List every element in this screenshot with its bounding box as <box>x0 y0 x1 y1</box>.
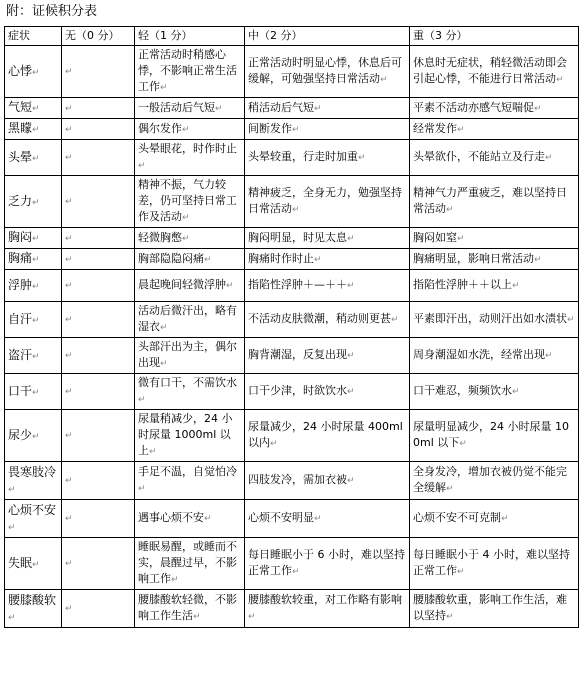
paragraph-mark-icon: ↵ <box>149 447 157 457</box>
paragraph-mark-icon: ↵ <box>32 387 40 398</box>
moderate-cell <box>245 338 410 374</box>
mild-cell-text: 一般活动后气短 <box>138 100 215 114</box>
none-cell <box>62 119 135 140</box>
paragraph-mark-icon: ↵ <box>8 522 16 533</box>
mild-cell-text: 晨起晚间轻微浮肿 <box>138 278 226 291</box>
severe-cell <box>410 228 579 249</box>
table-row <box>5 46 579 98</box>
symptom-cell-text: 心烦不安 <box>8 502 57 517</box>
paragraph-mark-icon: ↵ <box>567 315 575 325</box>
symptom-cell <box>5 119 62 140</box>
page-title: 附：证候积分表 <box>6 4 98 19</box>
moderate-cell <box>245 270 410 302</box>
paragraph-mark-icon: ↵ <box>32 255 40 265</box>
none-cell <box>62 249 135 270</box>
mild-cell <box>135 410 245 462</box>
header-severe: 重（3 分） <box>410 27 579 46</box>
symptom-cell-text: 心悸 <box>8 63 33 78</box>
symptom-cell-text: 畏寒肢冷 <box>8 464 57 479</box>
none-cell <box>62 410 135 462</box>
moderate-cell-text: 指陷性浮肿＋—＋＋ <box>248 278 347 291</box>
severe-cell <box>410 119 579 140</box>
paragraph-mark-icon: ↵ <box>160 323 168 333</box>
mild-cell <box>135 228 245 249</box>
moderate-cell <box>245 500 410 538</box>
paragraph-mark-icon: ↵ <box>457 567 465 577</box>
severe-cell-text: 胸痛明显，影响日常活动 <box>413 251 534 265</box>
mild-cell-text: 轻微胸憋 <box>138 230 182 244</box>
symptom-cell-text: 尿少 <box>8 427 33 442</box>
severe-cell-text: 全身发冷，增加衣被仍觉不能完全缓解 <box>413 465 567 494</box>
header-symptom: 症状 <box>5 27 62 46</box>
symptom-cell <box>5 228 62 249</box>
table-row <box>5 538 579 590</box>
paragraph-mark-icon: ↵ <box>32 234 40 244</box>
symptom-cell-text: 乏力 <box>8 193 33 208</box>
symptom-cell <box>5 98 62 119</box>
severe-cell <box>410 98 579 119</box>
table-row <box>5 590 579 628</box>
header-moderate: 中（2 分） <box>245 27 410 46</box>
paragraph-mark-icon: ↵ <box>65 124 73 135</box>
moderate-cell <box>245 46 410 98</box>
severe-cell-text: 平素即汗出，动则汗出如水渍状 <box>413 312 567 325</box>
severe-cell <box>410 462 579 500</box>
mild-cell <box>135 46 245 98</box>
paragraph-mark-icon: ↵ <box>32 125 40 135</box>
severe-cell-text: 头晕欲仆，不能站立及行走 <box>413 150 545 163</box>
paragraph-mark-icon: ↵ <box>248 612 256 622</box>
mild-cell <box>135 374 245 410</box>
mild-cell-text: 精神不振，气力较差，仍可坚持日常工作及活动 <box>138 178 237 223</box>
paragraph-mark-icon: ↵ <box>182 124 190 135</box>
symptom-cell-text: 胸闷 <box>8 230 33 244</box>
mild-cell-text: 腰膝酸软轻微，不影响工作生活 <box>138 593 237 622</box>
paragraph-mark-icon: ↵ <box>347 387 355 397</box>
moderate-cell <box>245 228 410 249</box>
symptom-cell <box>5 410 62 462</box>
paragraph-mark-icon: ↵ <box>204 514 212 524</box>
moderate-cell-text: 口干少津，时欲饮水 <box>248 384 347 397</box>
severe-cell <box>410 140 579 176</box>
mild-cell <box>135 119 245 140</box>
mild-cell-text: 手足不温，自觉怕冷 <box>138 465 237 478</box>
table-row <box>5 140 579 176</box>
severe-cell <box>410 46 579 98</box>
severe-cell-text: 口干难忍，频频饮水 <box>413 384 512 397</box>
mild-cell <box>135 500 245 538</box>
moderate-cell-text: 心烦不安明显 <box>248 511 314 524</box>
moderate-cell <box>245 140 410 176</box>
none-cell <box>62 374 135 410</box>
moderate-cell <box>245 410 410 462</box>
header-mild: 轻（1 分） <box>135 27 245 46</box>
symptom-cell <box>5 538 62 590</box>
paragraph-mark-icon: ↵ <box>292 567 300 577</box>
moderate-cell <box>245 98 410 119</box>
paragraph-mark-icon: ↵ <box>556 75 564 85</box>
symptom-cell-text: 失眠 <box>8 555 33 570</box>
paragraph-mark-icon: ↵ <box>32 431 40 442</box>
mild-cell <box>135 538 245 590</box>
none-cell <box>62 270 135 302</box>
none-cell <box>62 176 135 228</box>
moderate-cell-text: 不活动皮肤微潮，稍动则更甚 <box>248 312 391 325</box>
paragraph-mark-icon: ↵ <box>32 351 40 362</box>
symptom-cell <box>5 462 62 500</box>
severe-cell-text: 休息时无症状，稍轻微活动即会引起心悸，不能进行日常活动 <box>413 56 567 85</box>
mild-cell <box>135 462 245 500</box>
paragraph-mark-icon: ↵ <box>459 439 467 449</box>
table-row <box>5 410 579 462</box>
paragraph-mark-icon: ↵ <box>457 124 465 135</box>
severe-cell <box>410 410 579 462</box>
symptom-cell-text: 盗汗 <box>8 347 33 362</box>
moderate-cell <box>245 119 410 140</box>
severe-cell <box>410 249 579 270</box>
paragraph-mark-icon: ↵ <box>65 254 73 265</box>
paragraph-mark-icon: ↵ <box>358 153 366 163</box>
severe-cell <box>410 302 579 338</box>
moderate-cell <box>245 538 410 590</box>
paragraph-mark-icon: ↵ <box>534 103 542 114</box>
paragraph-mark-icon: ↵ <box>314 514 322 524</box>
moderate-cell-text: 稍活动后气短 <box>248 100 314 114</box>
symptom-cell <box>5 590 62 628</box>
symptom-cell <box>5 302 62 338</box>
paragraph-mark-icon: ↵ <box>65 315 73 325</box>
paragraph-mark-icon: ↵ <box>65 604 73 614</box>
paragraph-mark-icon: ↵ <box>314 254 322 265</box>
paragraph-mark-icon: ↵ <box>512 281 520 291</box>
paragraph-mark-icon: ↵ <box>65 559 73 569</box>
moderate-cell <box>245 590 410 628</box>
paragraph-mark-icon: ↵ <box>534 254 542 265</box>
mild-cell <box>135 302 245 338</box>
mild-cell <box>135 176 245 228</box>
paragraph-mark-icon: ↵ <box>457 233 465 244</box>
severe-cell-text: 经常发作 <box>413 121 457 135</box>
severe-cell-text: 腰膝酸软重，影响工作生活，难以坚持 <box>413 593 567 622</box>
mild-cell <box>135 590 245 628</box>
table-row <box>5 270 579 302</box>
severe-cell <box>410 500 579 538</box>
mild-cell <box>135 140 245 176</box>
paragraph-mark-icon: ↵ <box>32 281 40 292</box>
moderate-cell-text: 胸背潮湿，反复出现 <box>248 348 347 361</box>
severe-cell <box>410 338 579 374</box>
paragraph-mark-icon: ↵ <box>446 484 454 494</box>
moderate-cell-text: 腰膝酸软较重，对工作略有影响 <box>248 593 402 606</box>
paragraph-mark-icon: ↵ <box>8 484 16 495</box>
none-cell <box>62 500 135 538</box>
none-cell <box>62 228 135 249</box>
severe-cell-text: 尿量明显减少，24 小时尿量 100ml 以下 <box>413 420 569 449</box>
paragraph-mark-icon: ↵ <box>160 83 168 93</box>
moderate-cell <box>245 302 410 338</box>
moderate-cell-text: 头晕较重，行走时加重 <box>248 150 358 163</box>
paragraph-mark-icon: ↵ <box>545 153 553 163</box>
header-row <box>5 27 579 46</box>
paragraph-mark-icon: ↵ <box>545 351 553 361</box>
paragraph-mark-icon: ↵ <box>182 233 190 244</box>
symptom-cell-text: 黑矇 <box>8 121 33 135</box>
paragraph-mark-icon: ↵ <box>347 281 355 291</box>
symptom-cell-text: 浮肿 <box>8 277 33 292</box>
severe-cell <box>410 590 579 628</box>
mild-cell-text: 头部汗出为主，偶尔出现 <box>138 340 237 369</box>
mild-cell <box>135 249 245 270</box>
severe-cell <box>410 270 579 302</box>
paragraph-mark-icon: ↵ <box>446 205 454 215</box>
paragraph-mark-icon: ↵ <box>391 315 399 325</box>
paragraph-mark-icon: ↵ <box>138 161 146 171</box>
mild-cell-text: 胸部隐隐闷痛 <box>138 251 204 265</box>
paragraph-mark-icon: ↵ <box>8 612 16 623</box>
paragraph-mark-icon: ↵ <box>347 233 355 244</box>
paragraph-mark-icon: ↵ <box>65 476 73 486</box>
moderate-cell-text: 正常活动时明显心悸，休息后可缓解，可勉强坚持日常活动 <box>248 56 402 85</box>
paragraph-mark-icon: ↵ <box>314 103 322 114</box>
severe-cell-text: 指陷性浮肿＋＋以上 <box>413 278 512 291</box>
moderate-cell <box>245 176 410 228</box>
table-row <box>5 228 579 249</box>
paragraph-mark-icon: ↵ <box>182 213 190 223</box>
table-row <box>5 500 579 538</box>
moderate-cell-text: 四肢发冷，需加衣被 <box>248 473 347 486</box>
moderate-cell-text: 胸闷明显，时见太息 <box>248 230 347 244</box>
symptom-cell <box>5 140 62 176</box>
paragraph-mark-icon: ↵ <box>215 103 223 114</box>
paragraph-mark-icon: ↵ <box>138 395 146 405</box>
symptom-cell-text: 自汗 <box>8 311 33 326</box>
mild-cell-text: 活动后微汗出，略有湿衣 <box>138 304 237 333</box>
mild-cell <box>135 98 245 119</box>
paragraph-mark-icon: ↵ <box>32 197 40 208</box>
severe-cell <box>410 538 579 590</box>
table-row <box>5 462 579 500</box>
table-row <box>5 249 579 270</box>
severe-cell-text: 周身潮湿如水洗，经常出现 <box>413 348 545 361</box>
none-cell <box>62 462 135 500</box>
paragraph-mark-icon: ↵ <box>32 315 40 326</box>
none-cell <box>62 98 135 119</box>
moderate-cell-text: 每日睡眠小于 6 小时，难以坚持正常工作 <box>248 548 405 577</box>
paragraph-mark-icon: ↵ <box>347 476 355 486</box>
paragraph-mark-icon: ↵ <box>292 205 300 215</box>
moderate-cell <box>245 249 410 270</box>
table-body <box>5 46 579 628</box>
mild-cell-text: 尿量稍减少，24 小时尿量 1000ml 以上 <box>138 412 233 457</box>
paragraph-mark-icon: ↵ <box>270 439 278 449</box>
paragraph-mark-icon: ↵ <box>204 254 212 265</box>
symptom-cell <box>5 249 62 270</box>
table-row <box>5 338 579 374</box>
mild-cell-text: 睡眠易醒，或睡而不实，晨醒过早，不影响工作 <box>138 540 237 585</box>
header-none: 无（0 分） <box>62 27 135 46</box>
paragraph-mark-icon: ↵ <box>65 431 73 441</box>
paragraph-mark-icon: ↵ <box>65 233 73 244</box>
severe-cell <box>410 374 579 410</box>
none-cell <box>62 302 135 338</box>
table-row <box>5 98 579 119</box>
moderate-cell <box>245 374 410 410</box>
mild-cell-text: 遇事心烦不安 <box>138 511 204 524</box>
paragraph-mark-icon: ↵ <box>32 67 40 78</box>
mild-cell-text: 头晕眼花，时作时止 <box>138 142 237 155</box>
moderate-cell-text: 精神疲乏，全身无力，勉强坚持日常活动 <box>248 186 402 215</box>
symptom-cell <box>5 176 62 228</box>
severe-cell <box>410 176 579 228</box>
symptom-cell <box>5 374 62 410</box>
paragraph-mark-icon: ↵ <box>501 514 509 524</box>
paragraph-mark-icon: ↵ <box>65 197 73 207</box>
paragraph-mark-icon: ↵ <box>32 104 40 114</box>
syndrome-score-table <box>4 26 579 628</box>
paragraph-mark-icon: ↵ <box>32 153 40 164</box>
paragraph-mark-icon: ↵ <box>193 612 201 622</box>
severe-cell-text: 每日睡眠小于 4 小时，难以坚持正常工作 <box>413 548 570 577</box>
symptom-cell-text: 口干 <box>8 383 33 398</box>
none-cell <box>62 140 135 176</box>
paragraph-mark-icon: ↵ <box>380 75 388 85</box>
paragraph-mark-icon: ↵ <box>65 67 73 77</box>
symptom-cell <box>5 46 62 98</box>
symptom-cell-text: 胸痛 <box>8 251 33 265</box>
symptom-cell-text: 腰膝酸软 <box>8 592 57 607</box>
paragraph-mark-icon: ↵ <box>292 124 300 135</box>
table-row <box>5 374 579 410</box>
mild-cell <box>135 270 245 302</box>
paragraph-mark-icon: ↵ <box>138 484 146 494</box>
paragraph-mark-icon: ↵ <box>65 103 73 114</box>
mild-cell-text: 微有口干，不需饮水 <box>138 376 237 389</box>
symptom-cell-text: 头晕 <box>8 149 33 164</box>
paragraph-mark-icon: ↵ <box>347 351 355 361</box>
severe-cell-text: 心烦不安不可克制 <box>413 511 501 524</box>
paragraph-mark-icon: ↵ <box>65 387 73 397</box>
mild-cell-text: 正常活动时稍感心悸，不影响正常生活工作 <box>138 48 237 93</box>
moderate-cell-text: 胸痛时作时止 <box>248 251 314 265</box>
symptom-cell <box>5 500 62 538</box>
table-row <box>5 176 579 228</box>
paragraph-mark-icon: ↵ <box>65 153 73 163</box>
moderate-cell-text: 间断发作 <box>248 121 292 135</box>
mild-cell-text: 偶尔发作 <box>138 121 182 135</box>
paragraph-mark-icon: ↵ <box>171 575 179 585</box>
symptom-cell <box>5 338 62 374</box>
severe-cell-text: 平素不活动亦感气短喘促 <box>413 100 534 114</box>
paragraph-mark-icon: ↵ <box>512 387 520 397</box>
none-cell <box>62 538 135 590</box>
paragraph-mark-icon: ↵ <box>160 359 168 369</box>
paragraph-mark-icon: ↵ <box>226 281 234 291</box>
paragraph-mark-icon: ↵ <box>65 281 73 291</box>
severe-cell-text: 精神气力严重疲乏，难以坚持日常活动 <box>413 186 567 215</box>
none-cell <box>62 590 135 628</box>
none-cell <box>62 46 135 98</box>
paragraph-mark-icon: ↵ <box>446 612 454 622</box>
symptom-cell-text: 气短 <box>8 100 33 114</box>
paragraph-mark-icon: ↵ <box>32 559 40 570</box>
paragraph-mark-icon: ↵ <box>65 514 73 524</box>
severe-cell-text: 胸闷如窒 <box>413 230 457 244</box>
paragraph-mark-icon: ↵ <box>65 351 73 361</box>
mild-cell <box>135 338 245 374</box>
table-row <box>5 302 579 338</box>
moderate-cell <box>245 462 410 500</box>
table-row <box>5 119 579 140</box>
moderate-cell-text: 尿量减少，24 小时尿量 400ml 以内 <box>248 420 403 449</box>
symptom-cell <box>5 270 62 302</box>
none-cell <box>62 338 135 374</box>
